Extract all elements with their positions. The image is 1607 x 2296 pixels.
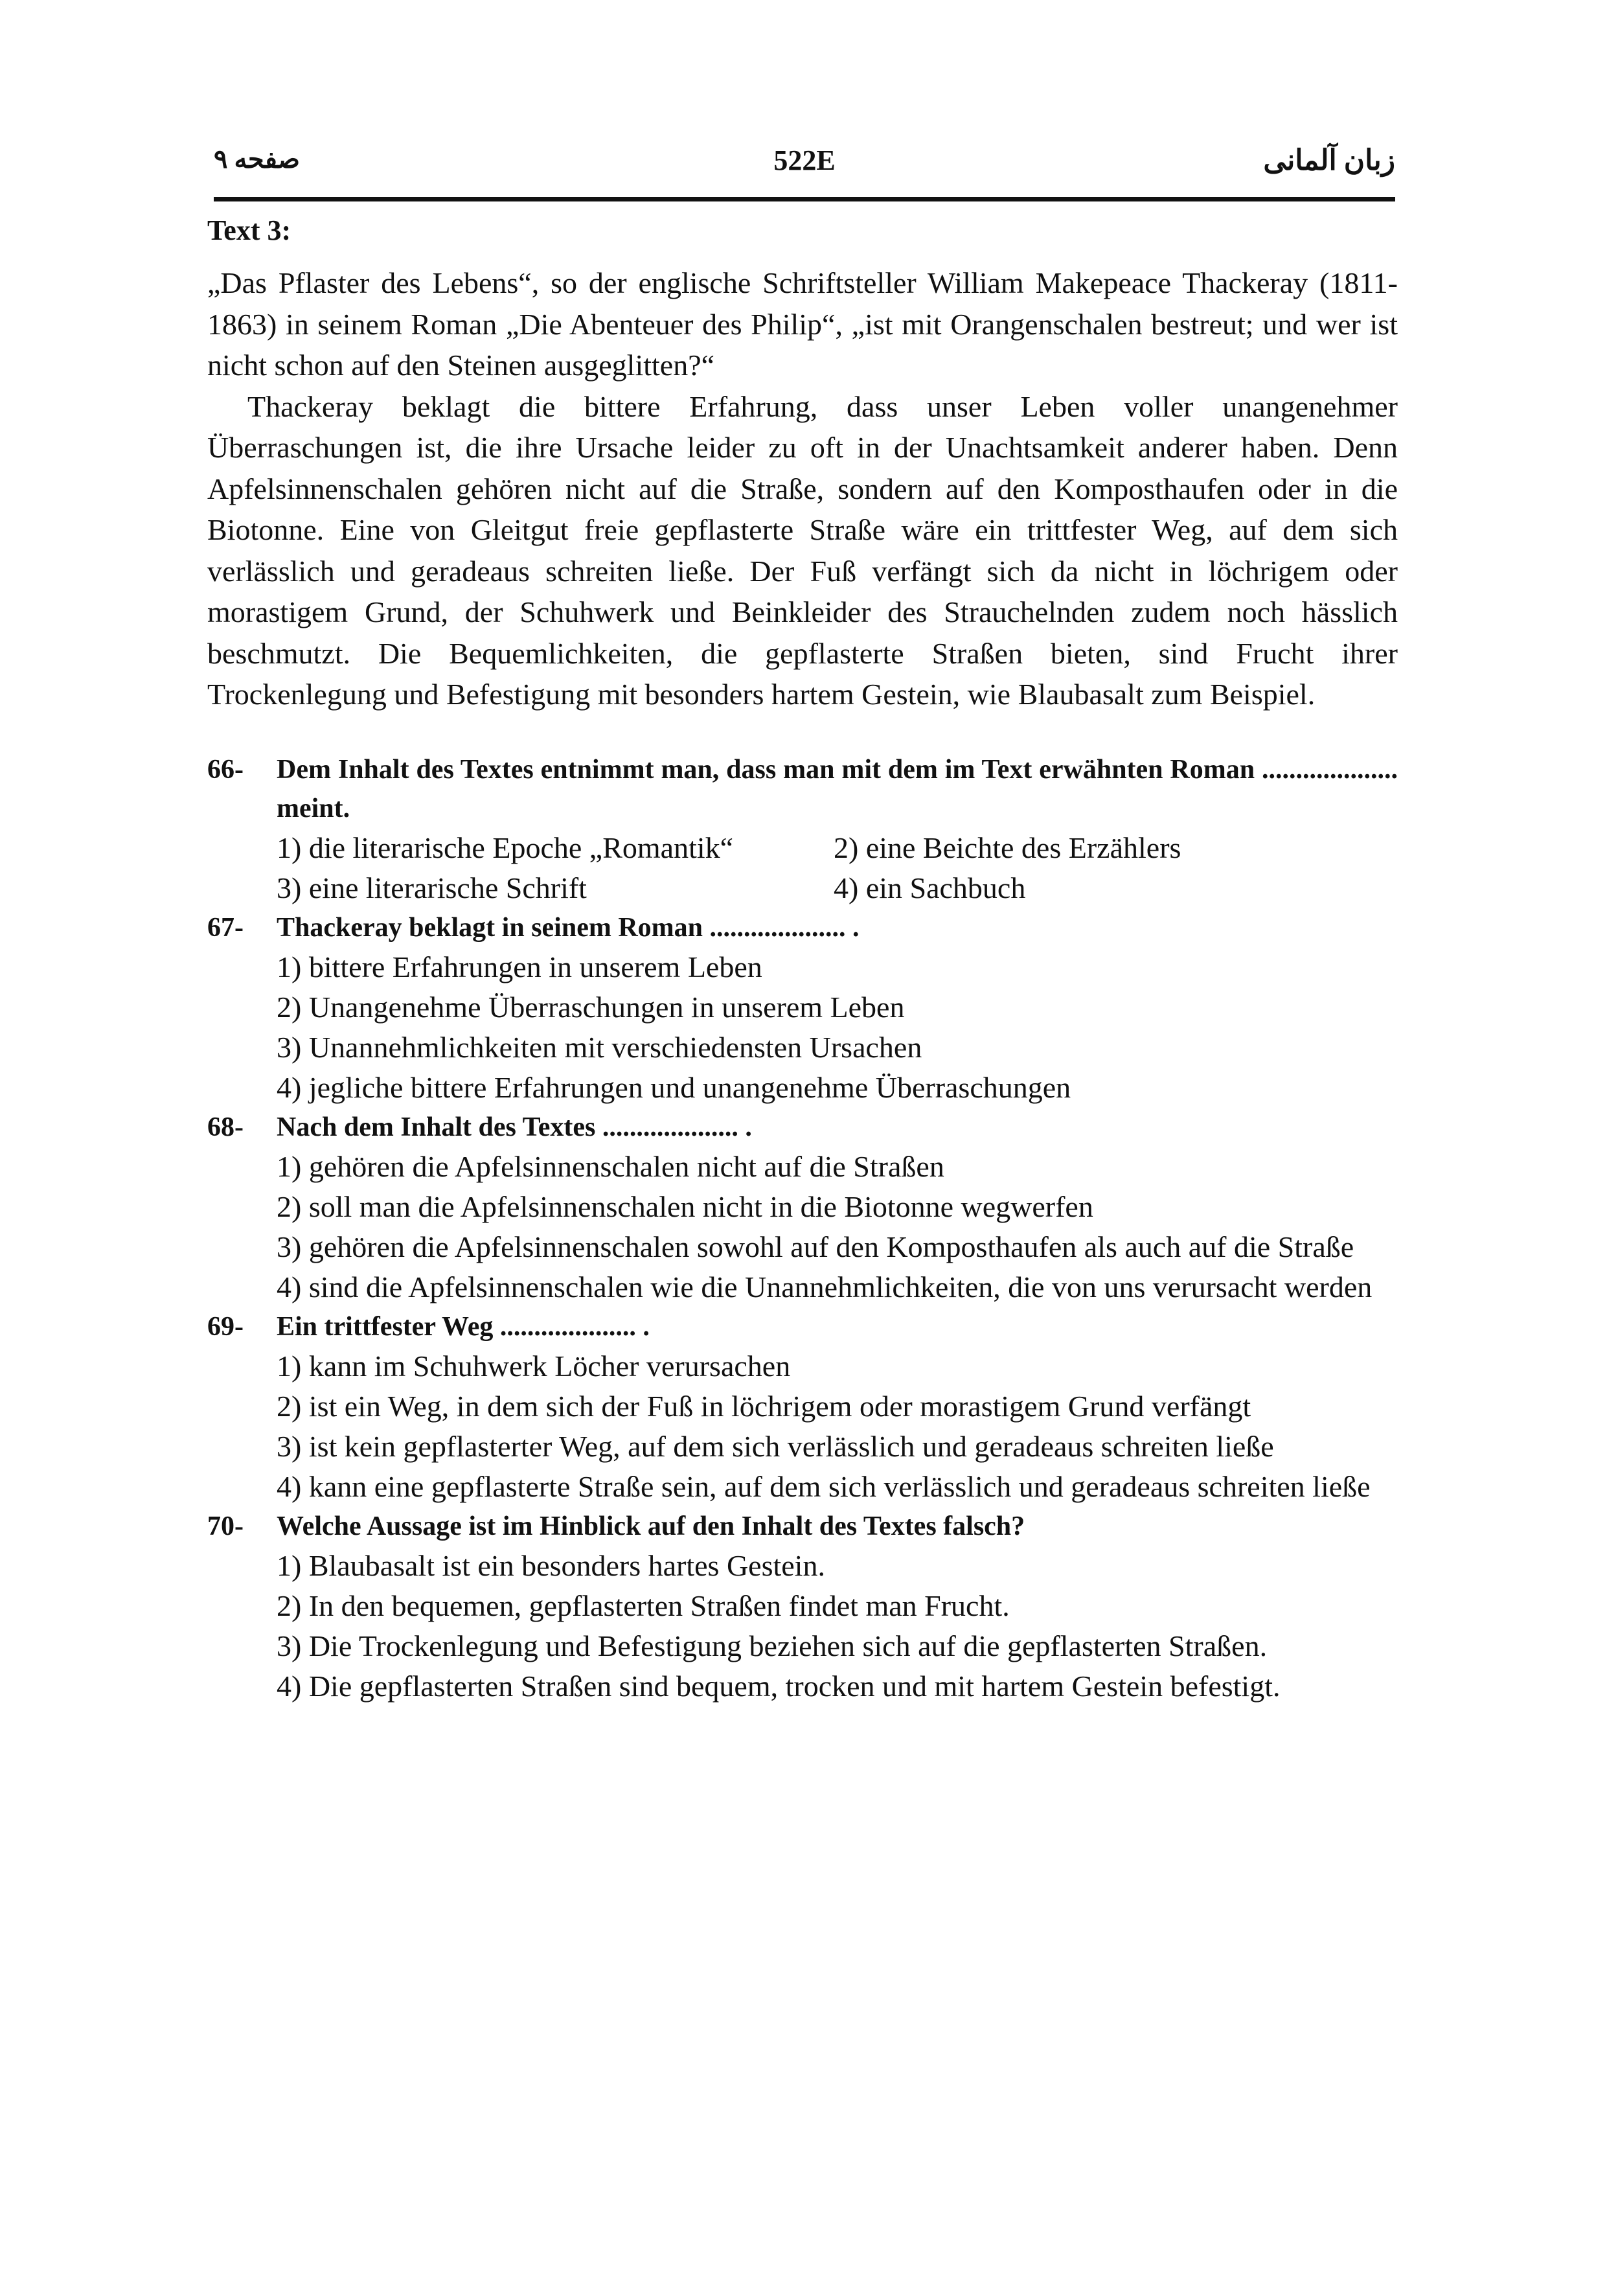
question-number: 66- bbox=[207, 755, 244, 785]
question-stem: Nach dem Inhalt des Textes .................... . bbox=[277, 1112, 752, 1142]
answer-option[interactable]: 4) kann eine gepflasterte Straße sein, auf dem sich verlässlich und geradeaus schreiten ließe bbox=[277, 1470, 1371, 1503]
answer-option[interactable]: 3) gehören die Apfelsinnenschalen sowohl auf den Komposthaufen als auch auf die Straße bbox=[277, 1230, 1354, 1263]
answer-option[interactable]: 1) gehören die Apfelsinnenschalen nicht auf die Straßen bbox=[277, 1150, 944, 1183]
answer-option[interactable]: 3) ist kein gepflasterter Weg, auf dem sich verlässlich und geradeaus schreiten ließe bbox=[277, 1430, 1274, 1463]
passage-paragraph-2: Thackeray beklagt die bittere Erfahrung, dass unser Leben voller unangenehmer Überraschungen ist, die ihre Ursache leider zu oft in der Unachtsamkeit anderer haben. Denn Apfelsinnenschalen gehören nicht auf die Straße, sondern auf den Komposthaufen oder in die Biotonne. Eine von Gleitgut freie gepflasterte Straße wäre ein trittfester Weg, auf dem sich verlässlich und geradeaus schreiten ließe. Der Fuß verfängt sich da nicht in löchrigem oder morastigem Grund, der Schuhwerk und Beinkleider des Strauchelnden zudem noch hässlich beschmutzt. Die Bequemlichkeiten, die gepflasterte Straßen bieten, sind Frucht ihrer Trockenlegung und Befestigung mit besonders hartem Gestein, wie Blaubasalt zum Beispiel. bbox=[207, 389, 1398, 711]
subject-title: زبان آلمانی bbox=[1263, 144, 1395, 176]
page-number: صفحه ۹ bbox=[214, 144, 300, 174]
answer-option[interactable]: 3) eine literarische Schrift bbox=[277, 871, 587, 904]
question-69 bbox=[207, 1307, 1398, 1507]
answer-option[interactable]: 2) eine Beichte des Erzählers bbox=[834, 831, 1181, 864]
answer-option[interactable]: 4) jegliche bittere Erfahrungen und unangenehme Überraschungen bbox=[277, 1071, 1071, 1104]
question-stem: Ein trittfester Weg .................... . bbox=[277, 1312, 650, 1342]
answer-option[interactable]: 1) kann im Schuhwerk Löcher verursachen bbox=[277, 1349, 791, 1383]
answer-option[interactable]: 3) Die Trockenlegung und Befestigung beziehen sich auf die gepflasterten Straßen. bbox=[277, 1629, 1268, 1662]
text-title: Text 3: bbox=[207, 214, 291, 246]
question-stem: Thackeray beklagt in seinem Roman .................... . bbox=[277, 913, 860, 943]
passage-paragraph-1: „Das Pflaster des Lebens“, so der englische Schriftsteller William Makepeace Thackeray (1811-1863) in seinem Roman „Die Abenteuer des Philip“, „ist mit Orangenschalen bestreut; und wer ist nicht schon auf den Steinen ausgeglitten?“ bbox=[207, 266, 1398, 382]
question-number: 69- bbox=[207, 1312, 244, 1342]
answer-option[interactable]: 4) sind die Apfelsinnenschalen wie die Unannehmlichkeiten, die von uns verursacht werden bbox=[277, 1270, 1373, 1303]
answer-option[interactable]: 4) ein Sachbuch bbox=[834, 871, 1026, 904]
question-list bbox=[207, 750, 1398, 1706]
question-stem: Welche Aussage ist im Hinblick auf den Inhalt des Textes falsch? bbox=[277, 1511, 1025, 1541]
question-number: 68- bbox=[207, 1112, 244, 1142]
answer-option[interactable]: 1) Blaubasalt ist ein besonders hartes Gestein. bbox=[277, 1549, 825, 1582]
question-number: 70- bbox=[207, 1511, 244, 1541]
answer-option[interactable]: 2) ist ein Weg, in dem sich der Fuß in löchrigem oder morastigem Grund verfängt bbox=[277, 1390, 1251, 1423]
answer-options bbox=[277, 1147, 1398, 1307]
answer-options bbox=[277, 1546, 1398, 1706]
question-70 bbox=[207, 1507, 1398, 1706]
question-68 bbox=[207, 1108, 1398, 1307]
answer-options bbox=[277, 947, 1398, 1108]
question-stem: Dem Inhalt des Textes entnimmt man, dass man mit dem im Text erwähnten Roman .................... meint. bbox=[277, 755, 1398, 823]
answer-option[interactable]: 3) Unannehmlichkeiten mit verschiedensten Ursachen bbox=[277, 1031, 922, 1064]
answer-option[interactable]: 2) Unangenehme Überraschungen in unserem Leben bbox=[277, 991, 905, 1024]
answer-option[interactable]: 1) bittere Erfahrungen in unserem Leben bbox=[277, 950, 762, 983]
answer-options bbox=[277, 1346, 1398, 1507]
reading-passage bbox=[207, 262, 1398, 715]
answer-option[interactable]: 2) soll man die Apfelsinnenschalen nicht in die Biotonne wegwerfen bbox=[277, 1190, 1093, 1223]
question-66 bbox=[207, 750, 1398, 908]
answer-option[interactable]: 1) die literarische Epoche „Romantik“ bbox=[277, 831, 734, 864]
question-number: 67- bbox=[207, 913, 244, 943]
exam-code: 522E bbox=[773, 144, 836, 176]
page-header bbox=[214, 144, 1395, 189]
answer-options bbox=[277, 828, 1398, 908]
answer-option[interactable]: 4) Die gepflasterten Straßen sind bequem, trocken und mit hartem Gestein befestigt. bbox=[277, 1670, 1281, 1703]
header-divider bbox=[214, 197, 1395, 201]
question-67 bbox=[207, 908, 1398, 1108]
answer-option[interactable]: 2) In den bequemen, gepflasterten Straßen findet man Frucht. bbox=[277, 1589, 1010, 1622]
